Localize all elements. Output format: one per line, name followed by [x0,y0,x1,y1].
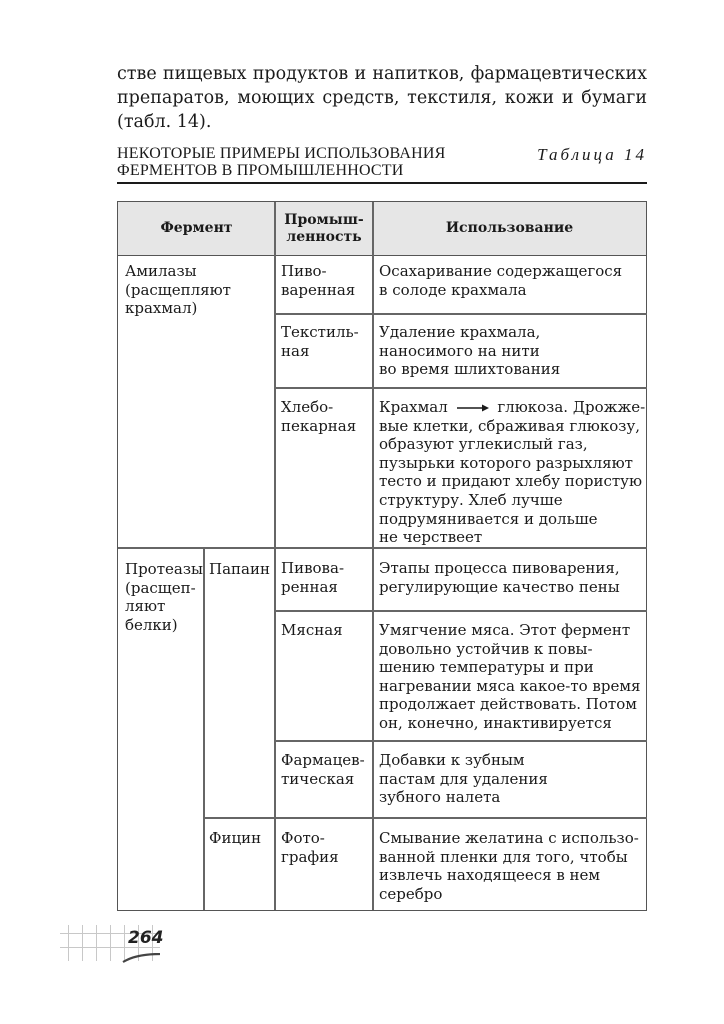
intro-line: (табл. 14). [117,112,212,132]
usage-cell [372,398,647,547]
column-divider [274,202,276,910]
page-number: 264 [128,928,164,948]
grid-line [68,925,69,961]
intro-line: препаратов, моющих средств, текстиля, кожи и бумаги [117,88,647,108]
usage-cell: Осахаривание содержащегося в солоде крахмала [379,262,623,299]
usage-cell: Умягчение мяса. Этот фермент довольно устойчив к повы- шению температуры и при нагревании мяса какое-то время продолжает действовать. Потом он, конечно, инактивируется [379,621,641,732]
enzyme-proteases: Протеазы (расщеп- ляют белки) [125,560,203,634]
industry-cell: Пиво- варенная [281,262,356,299]
intro-line: стве пищевых продуктов и напитков, фармацевтических [117,64,647,84]
row-divider [274,387,647,389]
header-industry: Промыш- ленность [284,211,364,245]
grid-line [82,925,83,961]
grid-line [110,925,111,961]
industry-cell: Мясная [281,621,343,639]
industry-cell: Хлебо- пекарная [281,398,357,435]
table-header [118,202,646,256]
row-divider [118,547,647,549]
enzyme-papain: Папаин [209,560,270,578]
industry-cell: Фармацев- тическая [281,751,365,788]
usage-cell: Добавки к зубным пастам для удаления зубного налета [379,751,548,807]
usage-text: глюкоза. Дрожже- [497,398,646,416]
usage-text: Крахмал [379,398,448,416]
title-rule [117,182,647,184]
row-divider [274,610,647,612]
usage-cell: Этапы процесса пивоварения, регулирующие качество пены [379,559,620,596]
page-number-block [60,925,170,965]
usage-text: вые клетки, сбраживая глюкозу, образуют углекислый газ, пузырьки которого разрыхляют тесто и придают хлебу пористую структуру. Хлеб лучше подрумянивается и дольше не черствеет [379,416,643,547]
right-arrow-icon [456,403,490,413]
enzymes-table [117,201,647,911]
swoosh-decoration-icon [122,953,162,963]
intro-paragraph [117,62,647,134]
column-divider [203,548,205,910]
enzyme-ficin: Фицин [209,829,262,847]
table-title-line-1: НЕКОТОРЫЕ ПРИМЕРЫ ИСПОЛЬЗОВАНИЯ [117,145,446,162]
row-divider [203,817,647,819]
table-title-line-2: ФЕРМЕНТОВ В ПРОМЫШЛЕННОСТИ [117,162,404,179]
table-number-label: Таблица 14 [537,145,647,164]
usage-cell: Удаление крахмала, наносимого на нити во время шлихтования [379,323,561,379]
grid-line [96,925,97,961]
industry-cell: Фото- графия [281,829,339,866]
industry-cell: Пивова- ренная [281,559,345,596]
header-enzyme: Фермент [160,220,233,236]
usage-cell: Смывание желатина с использо- ванной пленки для того, чтобы извлечь находящееся в нем серебро [379,829,639,903]
row-divider [274,313,647,315]
enzyme-amylases: Амилазы (расщепляют крахмал) [125,262,231,318]
row-divider [274,740,647,742]
header-usage: Использование [445,220,574,236]
industry-cell: Текстиль- ная [281,323,359,360]
